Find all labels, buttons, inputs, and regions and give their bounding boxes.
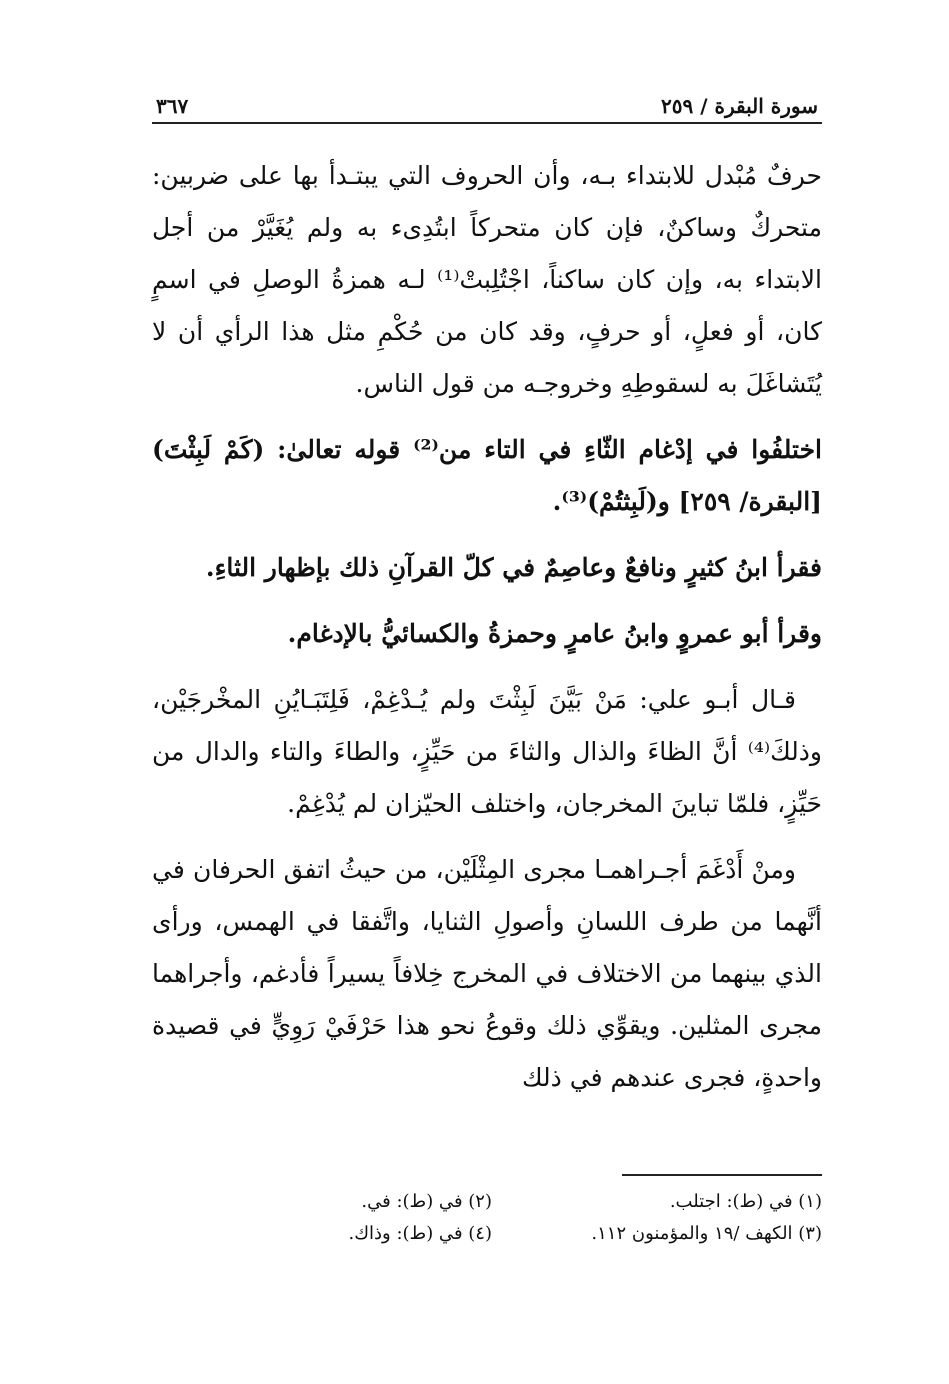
- footnote-divider: [622, 1174, 822, 1176]
- paragraph-idgham-reasoning: ومنْ أَدْغَمَ أجـراهمـا مجرى المِثْلَيْن، من حيثُ اتفق الحرفان في أنَّهما من طرف اللسانِ وأصولِ الثنايا، واتَّفقا في الهمس، ورأى الذي بينهما من الاختلاف في المخرج خِلافاً يسيراً فأدغم، وأجراهما مجرى المثلين. ويقوِّي ذلك وقوعُ نحو هذا حَرْفَيْ رَوِيٍّ في قصيدة واحدةٍ، فجرى عندهم في ذلك: [152, 855, 822, 1092]
- footnote-4: (٤) في (ط): وذاك.: [348, 1223, 492, 1244]
- book-page: [152, 84, 822, 1284]
- paragraph-disagreement-heading: اختلفُوا في إدْغام الثّاءِ في التاء من⁽²⁾ قوله تعالىٰ: (كَمْ لَبِثْتَ) [البقرة/ ٢٥٩] و(لَبِثتُمْ)⁽³⁾.: [152, 435, 822, 516]
- footnote-row: [152, 1186, 822, 1218]
- paragraph-hamza-explanation: حرفٌ مُبْدل للابتداء بـه، وأن الحروف التي يبتـدأ بها على ضربين: متحركٌ وساكنٌ، فإن كان متحركاً ابتُدِىء به ولم يُغَيَّرْ من أجل الابتداء به، وإن كان ساكناً، اجْتُلِبتْ⁽¹⁾ لـه همزةُ الوصلِ في اسمٍ كان، أو فعلٍ، أو حرفٍ، وقد كان من حُكْمِ مثل هذا الرأي أن لا يُتَشاغَلَ به لسقوطِهِ وخروجـه من قول الناس.: [152, 161, 822, 398]
- paragraph-izhar-readers: فقرأ ابنُ كثيرٍ ونافعٌ وعاصِمٌ في كلّ القرآنِ ذلك بإظهار الثاءِ.: [205, 553, 822, 582]
- footnote-row: [152, 1218, 822, 1250]
- footnotes: [152, 1174, 822, 1250]
- footnote-1: (١) في (ط): اجتلب.: [669, 1191, 822, 1212]
- page-number: ٣٦٧: [156, 94, 189, 118]
- surah-reference: سورة البقرة / ٢٥٩: [661, 94, 818, 118]
- paragraph-idgham-readers: وقرأ أبو عمروٍ وابنُ عامرٍ وحمزةُ والكسائيُّ بالإدغام.: [287, 619, 822, 648]
- footnote-2: (٢) في (ط): في.: [361, 1191, 492, 1212]
- paragraph-abu-ali-commentary: قـال أبـو علي: مَنْ بَيَّنَ لَبِثْتَ ولم يُـدْغِمْ، فَلِتَبَـايُنِ المخْرجَيْن، وذلكَ⁽⁴⁾ أنَّ الظاءَ والذال والثاءَ من حَيِّزٍ، والطاءَ والتاء والدال من حَيِّزٍ، فلمّا تباينَ المخرجان، واختلف الحيّزان لم يُدْغِمْ.: [152, 685, 822, 818]
- running-header: [152, 84, 822, 124]
- footnote-3: (٣) الكهف /١٩ والمؤمنون ١١٢.: [591, 1223, 822, 1244]
- main-text: [152, 150, 822, 1104]
